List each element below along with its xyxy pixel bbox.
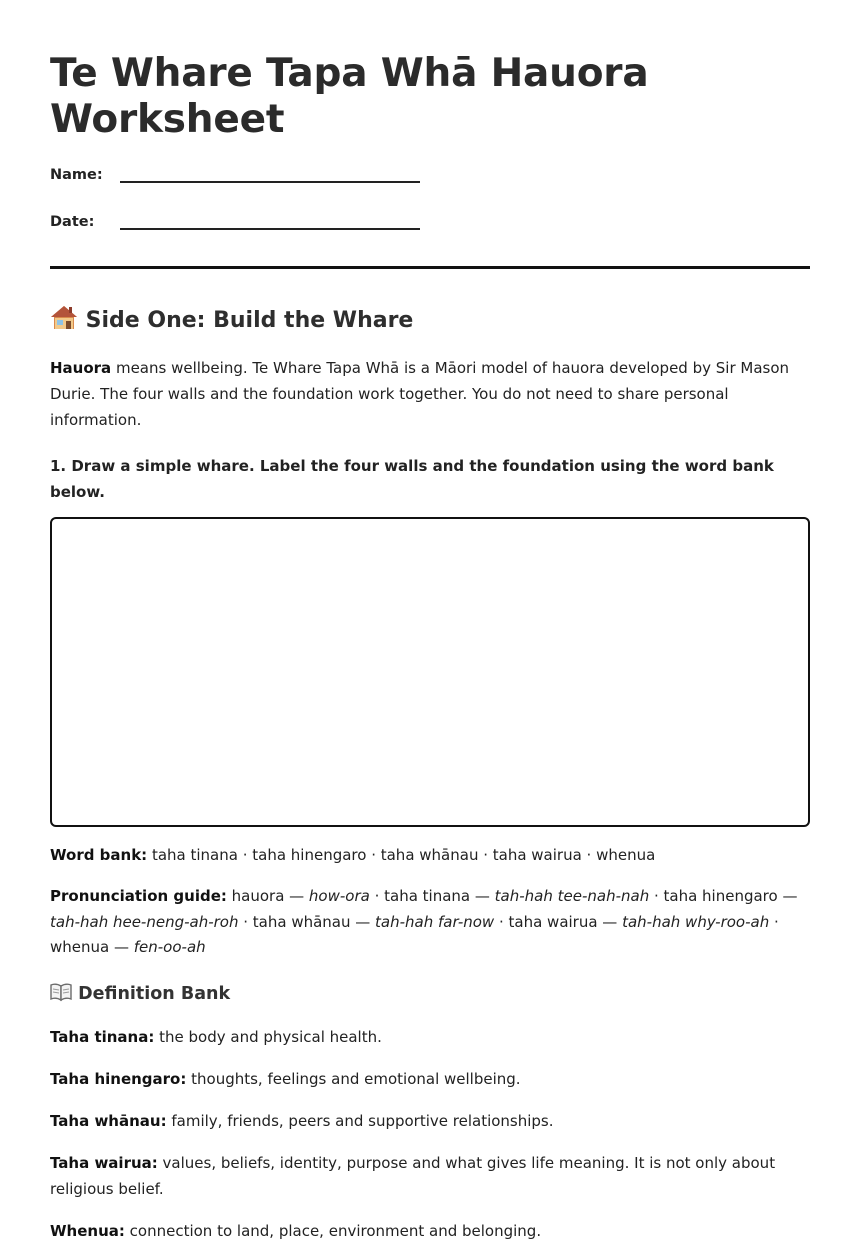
intro-text: means wellbeing. Te Whare Tapa Whā is a Māori model of hauora developed by Sir Mason Durie. The four walls and the foundation work together. You do not need to share personal information. xyxy=(50,359,790,429)
pron-word-whanau: · taha whānau — xyxy=(238,912,376,931)
drawing-area[interactable] xyxy=(50,517,810,827)
pronunciation-guide xyxy=(50,884,810,961)
definition-term: Taha whānau: xyxy=(50,1111,167,1130)
question-1: 1. Draw a simple whare. Label the four walls and the foundation using the word bank below. xyxy=(50,457,774,501)
pron-word-hauora: hauora — xyxy=(226,887,309,905)
side-one-heading xyxy=(50,304,810,339)
intro-paragraph xyxy=(50,355,810,433)
pron-sound-whanau: tah-hah far-now xyxy=(375,912,495,931)
name-label: Name: xyxy=(50,167,103,183)
definition-wairua xyxy=(50,1150,810,1202)
definition-tinana xyxy=(50,1024,810,1050)
definition-term: Taha wairua: xyxy=(50,1153,158,1172)
section-divider xyxy=(50,266,810,269)
date-input-line[interactable] xyxy=(120,210,420,230)
intro-term: Hauora xyxy=(50,359,112,377)
page-title: Te Whare Tapa Whā Hauora Worksheet xyxy=(50,51,649,142)
word-bank-text: taha tinana · taha hinengaro · taha whānau · taha wairua · whenua xyxy=(147,846,656,864)
pron-word-tinana: · taha tinana — xyxy=(369,887,495,905)
pron-sound-tinana: tah-hah tee-nah-nah xyxy=(494,887,650,905)
pron-word-wairua: · taha wairua — xyxy=(494,912,623,931)
definition-whenua xyxy=(50,1218,810,1244)
definition-text: thoughts, feelings and emotional wellbeing. xyxy=(186,1069,521,1088)
pronunciation-label: Pronunciation guide: xyxy=(50,887,227,905)
definition-text: the body and physical health. xyxy=(154,1027,382,1046)
pron-sound-hauora: how-ora xyxy=(308,887,370,905)
name-field-row xyxy=(50,159,810,183)
definition-term: Taha tinana: xyxy=(50,1027,155,1046)
pron-word-whenua: · whenua — xyxy=(50,912,779,956)
pron-sound-hinengaro: tah-hah hee-neng-ah-roh xyxy=(50,912,239,931)
definition-bank-heading xyxy=(50,981,810,1010)
definition-text: family, friends, peers and supportive relationships. xyxy=(166,1111,554,1130)
worksheet-page xyxy=(50,0,810,1244)
definition-bank-title: Definition Bank xyxy=(78,983,231,1004)
definition-text: connection to land, place, environment and belonging. xyxy=(124,1221,542,1240)
definition-text: values, beliefs, identity, purpose and what gives life meaning. It is not only about religious belief. xyxy=(50,1153,776,1198)
side-one-title: Side One: Build the Whare xyxy=(85,308,414,333)
definition-whanau xyxy=(50,1108,810,1134)
word-bank xyxy=(50,842,810,868)
pron-sound-wairua: tah-hah why-roo-ah xyxy=(622,912,770,931)
open-book-icon xyxy=(50,982,72,1010)
house-icon xyxy=(50,304,78,339)
name-input-line[interactable] xyxy=(120,163,420,183)
definition-hinengaro xyxy=(50,1066,810,1092)
pron-sound-whenua: fen-oo-ah xyxy=(133,938,206,956)
pron-word-hinengaro: · taha hinengaro — xyxy=(649,887,798,905)
definition-term: Taha hinengaro: xyxy=(50,1069,187,1088)
date-field-row xyxy=(50,206,810,230)
definition-term: Whenua: xyxy=(50,1221,125,1240)
date-label: Date: xyxy=(50,214,95,230)
word-bank-label: Word bank: xyxy=(50,846,148,864)
